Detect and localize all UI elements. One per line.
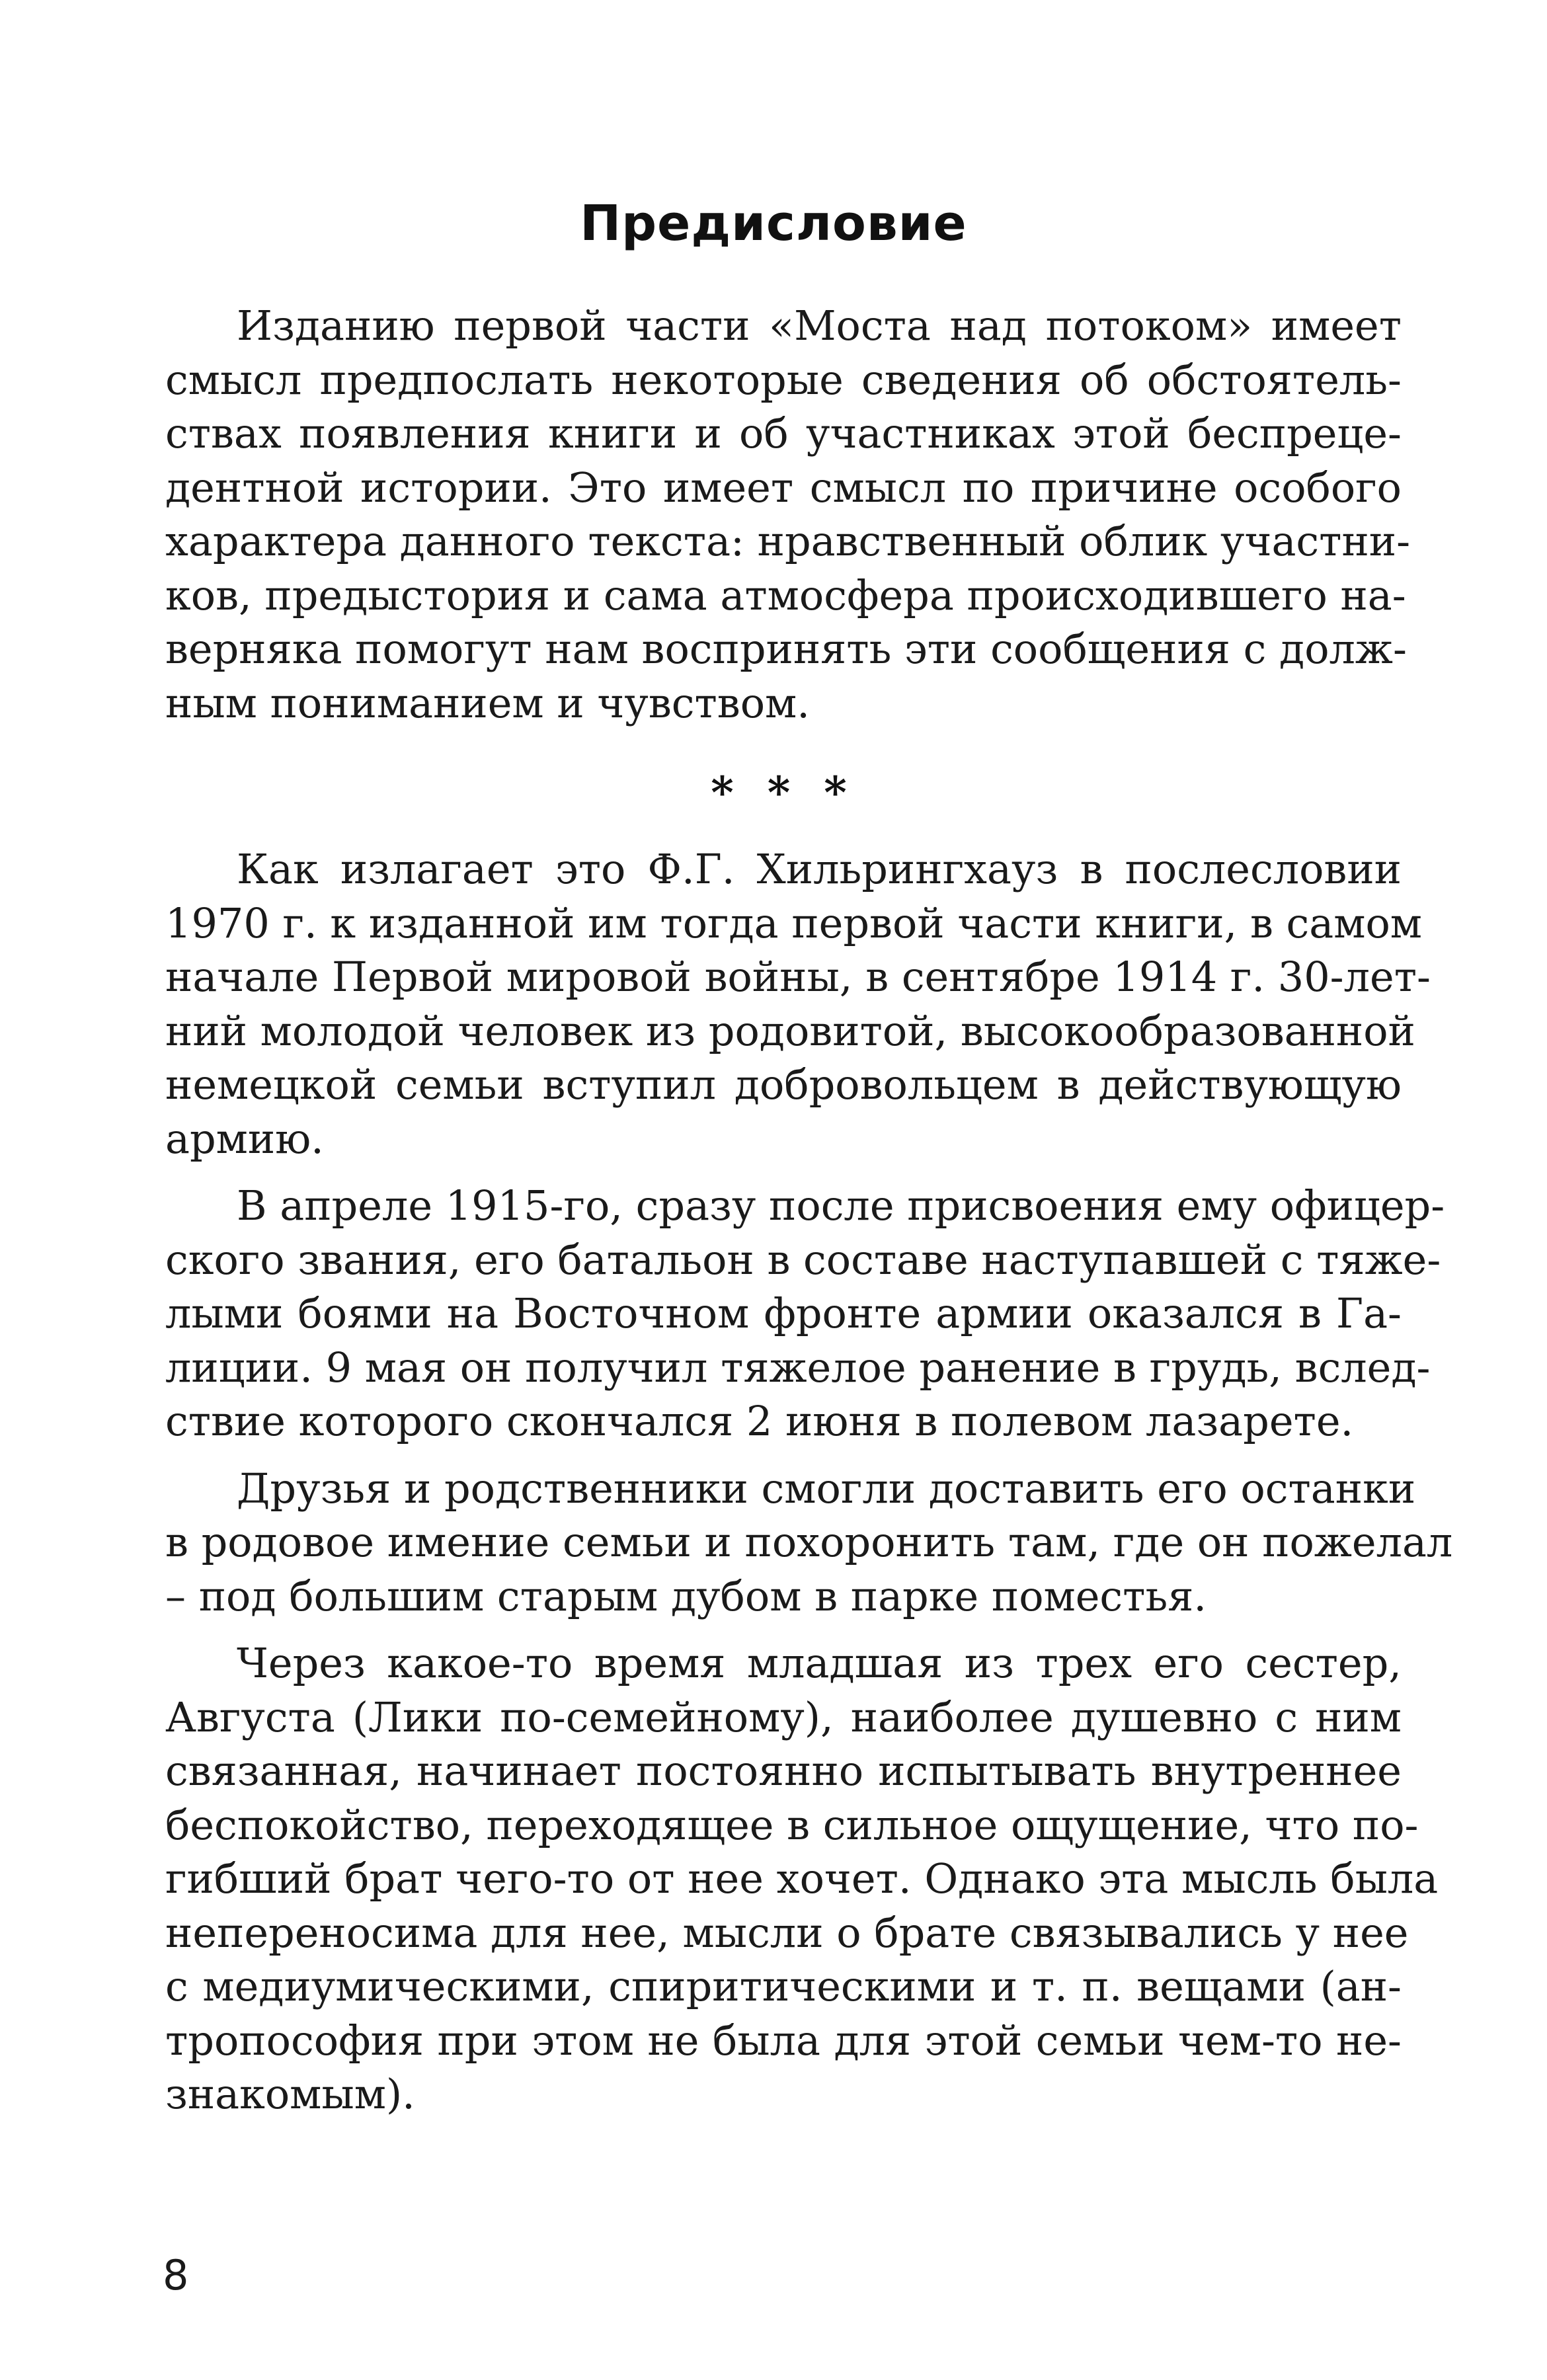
- text-line: ского звания, его батальон в составе наступавшей с тяже-: [165, 1235, 1441, 1284]
- paragraph: [165, 1636, 1439, 2122]
- text-line: Августа (Лики по-семейному), наиболее душевно с ним: [165, 1692, 1402, 1741]
- text-line: 1970 г. к изданной им тогда первой части книги, в самом: [165, 898, 1423, 947]
- text-line: в родовое имение семьи и похоронить там, где он пожелал: [165, 1518, 1453, 1566]
- text-line: гибший брат чего-то от нее хочет. Однако эта мысль была: [165, 1854, 1439, 1903]
- text-line: с медиумическими, спиритическими и т. п. вещами (ан-: [165, 1962, 1402, 2010]
- text-line: ным пониманием и чувством.: [165, 678, 810, 727]
- paragraph: [165, 842, 1431, 1166]
- chapter-title: Предисловие: [580, 195, 967, 252]
- paragraph: [165, 1462, 1453, 1624]
- text-line: ствах появления книги и об участниках этой беспреце-: [165, 409, 1402, 457]
- text-line: знакомым).: [165, 2070, 415, 2118]
- text-line: начале Первой мировой войны, в сентябре 1914 г. 30-лет-: [165, 953, 1431, 1001]
- text-line: – под большим старым дубом в парке поместья.: [165, 1571, 1207, 1620]
- paragraph: [165, 1179, 1445, 1448]
- text-line: непереносима для нее, мысли о брате связывались у нее: [165, 1908, 1409, 1957]
- text-line: лыми боями на Восточном фронте армии оказался в Га-: [165, 1289, 1402, 1337]
- text-line: связанная, начинает постоянно испытывать внутреннее: [165, 1747, 1402, 1795]
- text-line: ков, предыстория и сама атмосфера происходившего на-: [165, 571, 1406, 619]
- paragraph: [165, 299, 1411, 730]
- text-line: В апреле 1915-го, сразу после присвоения ему офицер-: [237, 1181, 1445, 1230]
- page-body: [165, 299, 1453, 2135]
- text-line: характера данного текста: нравственный облик участни-: [165, 517, 1411, 565]
- text-line: беспокойство, переходящее в сильное ощущение, что по-: [165, 1800, 1419, 1849]
- text-line: армию.: [165, 1114, 324, 1163]
- text-line: смысл предпослать некоторые сведения об обстоятель-: [165, 355, 1402, 404]
- text-line: Друзья и родственники смогли доставить его останки: [237, 1464, 1416, 1513]
- text-line: Изданию первой части «Моста над потоком» имеет: [237, 301, 1402, 350]
- section-separator: * * *: [711, 767, 856, 818]
- text-line: ствие которого скончался 2 июня в полевом лазарете.: [165, 1397, 1354, 1445]
- text-line: верняка помогут нам воспринять эти сообщения с долж-: [165, 625, 1407, 673]
- text-line: тропософия при этом не была для этой семьи чем-то не-: [165, 2016, 1402, 2065]
- text-line: немецкой семьи вступил добровольцем в действующую: [165, 1060, 1402, 1109]
- text-line: лиции. 9 мая он получил тяжелое ранение в грудь, вслед-: [165, 1343, 1431, 1392]
- text-line: ний молодой человек из родовитой, высокообразованной: [165, 1006, 1415, 1055]
- text-line: Через какое-то время младшая из трех его сестер,: [237, 1639, 1402, 1687]
- text-line: Как излагает это Ф.Г. Хильрингхауз в послесловии: [237, 845, 1402, 893]
- text-line: дентной истории. Это имеет смысл по причине особого: [165, 463, 1402, 512]
- page-number: 8: [163, 2251, 189, 2299]
